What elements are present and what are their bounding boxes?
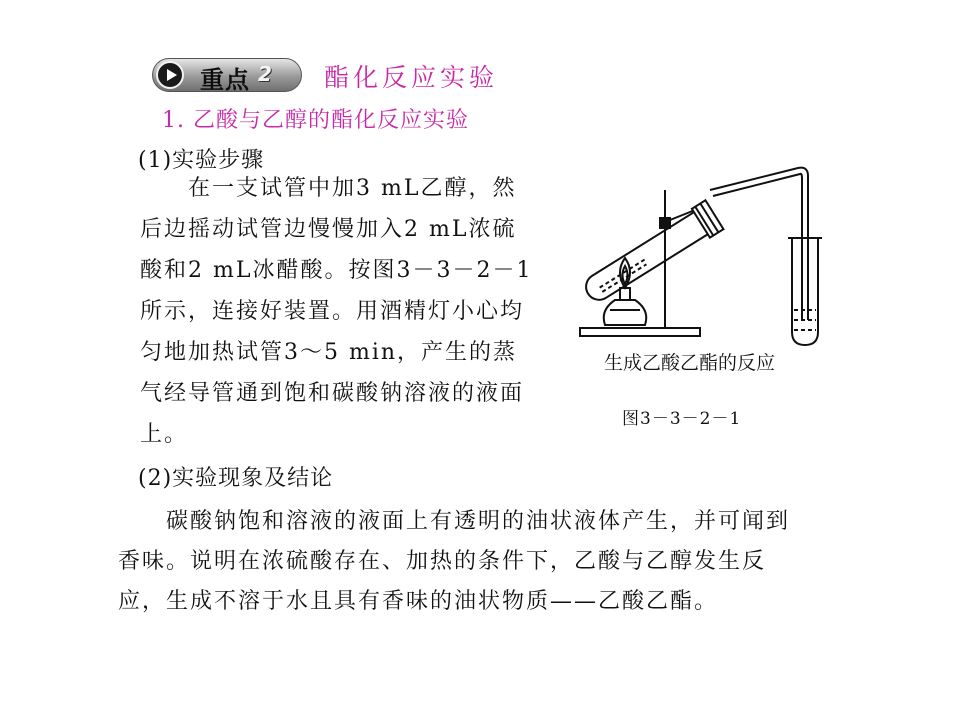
- play-icon: [156, 61, 184, 89]
- procedure-text: 在一支试管中加3 mL乙醇，然后边摇动试管边慢慢加入2 mL浓硫酸和2 mL冰醋酸。按图3－3－2－1所示，连接好装置。用酒精灯小心均匀地加热试管3～5 min，产生的蒸气经导管通到饱和碳酸钠溶液的液面上。: [140, 176, 533, 447]
- result-text: 碳酸钠饱和溶液的液面上有透明的油状液体产生，并可闻到香味。说明在浓硫酸存在、加热的条件下，乙酸与乙醇发生反应，生成不溶于水且具有香味的油状物质——乙酸乙酯。: [118, 509, 791, 614]
- step2-heading: (2)实验现象及结论: [138, 466, 334, 491]
- stand-base: [580, 328, 700, 336]
- delivery-tube: [710, 168, 808, 320]
- alcohol-lamp: [604, 300, 647, 325]
- result-paragraph: [118, 502, 790, 622]
- figure-caption: 生成乙酸乙酯的反应: [604, 352, 776, 374]
- apparatus-diagram: [570, 160, 840, 375]
- figure-label: 图3－3－2－1: [622, 409, 742, 429]
- reaction-tube: [579, 200, 723, 308]
- section-badge: [152, 58, 302, 92]
- badge-label: 重点: [200, 66, 250, 94]
- section-title: 酯化反应实验: [324, 63, 499, 92]
- step1-heading: (1)实验步骤: [138, 148, 265, 173]
- boss-head: [660, 218, 670, 228]
- subtitle: 1. 乙酸与乙醇的酯化反应实验: [162, 108, 469, 133]
- badge-number: 2: [258, 62, 272, 86]
- collecting-tube: [792, 238, 818, 345]
- procedure-paragraph: [140, 168, 540, 455]
